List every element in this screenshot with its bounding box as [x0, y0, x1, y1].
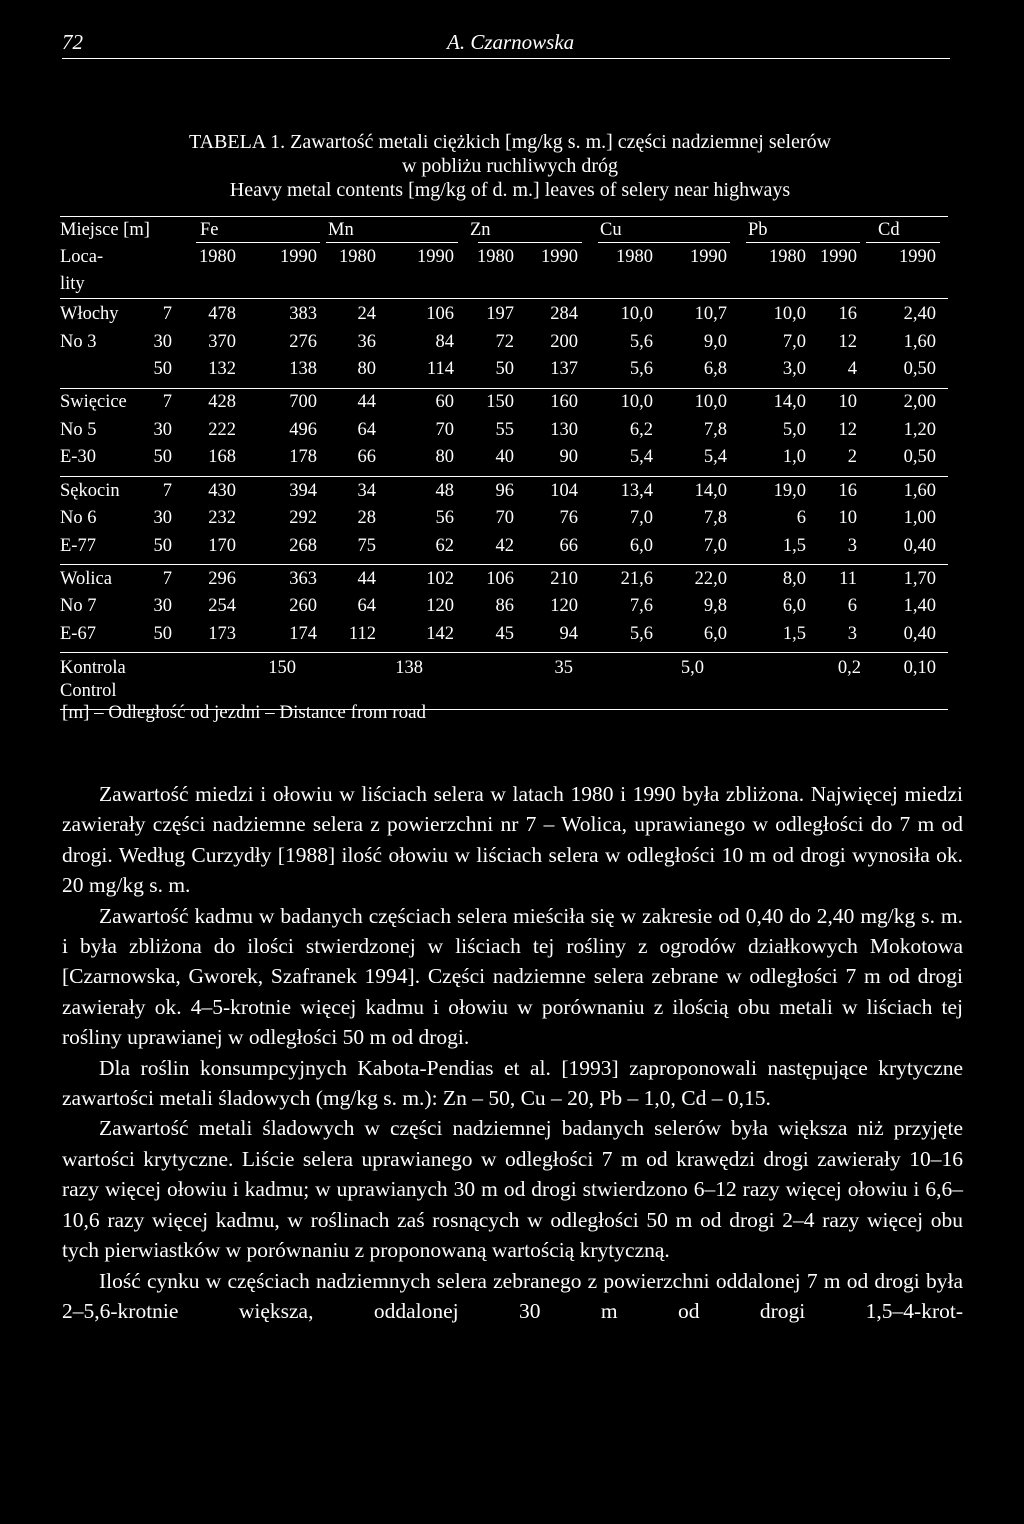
table-cell: 13,4	[620, 480, 653, 501]
table-cell: 2	[847, 447, 857, 468]
row-site: No 7	[60, 596, 97, 617]
table-cell: 28	[357, 508, 376, 529]
table-cell: 5,6	[629, 359, 653, 379]
header-metal: Mn	[328, 220, 354, 240]
table-cell: 268	[289, 535, 317, 556]
row-site: No 6	[60, 508, 97, 529]
table-cell: 232	[208, 508, 236, 529]
table-cell: 3,0	[782, 359, 806, 379]
row-distance: 7	[162, 568, 172, 589]
table-cell: 0,40	[903, 535, 936, 556]
table-cell: 7,8	[703, 508, 727, 529]
table-cell: 44	[357, 392, 376, 413]
table-cell: 428	[208, 392, 236, 413]
body-paragraph: Zawartość miedzi i ołowiu w liściach selera w latach 1980 i 1990 była zbliżona. Najwięcej miedzi zawierały części nadziemne selera z powierzchni nr 7 – Wolica, uprawianego w odległości do 7 m od drogi. Według Curzydły [1988] ilość ołowiu w liściach selera w odległości 10 m od drogi wynosiła ok. 20 mg/kg s. m.	[62, 782, 963, 898]
header-year: 1980	[769, 247, 806, 267]
table-cell: 130	[550, 419, 578, 440]
table-cell: 1,70	[903, 568, 936, 589]
table-cell: 496	[289, 419, 317, 440]
table-cell: 2,00	[903, 392, 936, 413]
table-cell: 0,50	[903, 359, 936, 379]
table-cell: 7,8	[703, 419, 727, 440]
control-cell: 5,0	[680, 658, 704, 679]
table-cell: 222	[208, 419, 236, 440]
table-cell: 66	[559, 535, 578, 556]
metal-underline	[598, 242, 730, 243]
row-distance: 30	[153, 331, 172, 352]
metal-underline	[326, 242, 458, 243]
table-cell: 120	[426, 596, 454, 617]
table-cell: 36	[357, 331, 376, 352]
table-cell: 112	[348, 623, 376, 644]
table-cell: 10,0	[773, 304, 806, 324]
row-distance: 50	[153, 447, 172, 468]
table-cell: 363	[289, 568, 317, 589]
table-cell: 4	[847, 359, 857, 379]
table-caption	[60, 130, 960, 202]
metal-underline	[478, 242, 582, 243]
table-cell: 40	[495, 447, 514, 468]
table-cell: 22,0	[694, 568, 727, 589]
table-cell: 62	[435, 535, 454, 556]
row-distance: 30	[153, 508, 172, 529]
page-number: 72	[62, 30, 83, 54]
row-site: Włochy	[60, 304, 119, 324]
table-cell: 80	[357, 359, 376, 379]
table-cell: 10	[838, 392, 857, 413]
control-cell: 35	[554, 658, 573, 679]
table-cell: 138	[289, 359, 317, 379]
table-top-rule	[60, 216, 948, 217]
control-label: Kontrola	[60, 658, 126, 679]
table-cell: 8,0	[782, 568, 806, 589]
table-cell: 383	[289, 304, 317, 324]
table-cell: 16	[838, 304, 857, 324]
header-rule	[60, 298, 948, 299]
row-site: Swięcice	[60, 392, 127, 413]
table-cell: 6,0	[629, 535, 653, 556]
row-distance: 50	[153, 359, 172, 379]
body-paragraph: Dla roślin konsumpcyjnych Kabota-Pendias et al. [1993] zaproponowali następujące krytyczne zawartości metali śladowych (mg/kg s. m.): Zn – 50, Cu – 20, Pb – 1,0, Cd – 0,15.	[62, 1055, 963, 1111]
table-cell: 72	[495, 331, 514, 352]
table-cell: 0,40	[903, 623, 936, 644]
table-cell: 24	[357, 304, 376, 324]
row-distance: 50	[153, 535, 172, 556]
table-cell: 137	[550, 359, 578, 379]
row-site: E-67	[60, 623, 96, 644]
metal-underline	[746, 242, 860, 243]
running-head: A. Czarnowska	[447, 30, 575, 54]
header-year: 1990	[417, 247, 454, 267]
table-footnote: [m] – Odległość od jezdni – Distance from road	[62, 702, 427, 723]
table-cell: 6	[796, 508, 806, 529]
header-year: 1980	[199, 247, 236, 267]
table-cell: 150	[486, 392, 514, 413]
table-cell: 5,4	[703, 447, 727, 468]
table-cell: 3	[847, 535, 857, 556]
table-cell: 1,40	[903, 596, 936, 617]
table-cell: 1,60	[903, 331, 936, 352]
caption-line-1: TABELA 1. Zawartość metali ciężkich [mg/kg s. m.] części nadziemnej selerów	[188, 131, 832, 153]
group-rule	[60, 388, 948, 389]
control-cell: 0,2	[837, 658, 861, 679]
body-paragraph: Zawartość kadmu w badanych częściach selera mieściła się w zakresie od 0,40 do 2,40 mg/kg s. m. i była zbliżona do ilości stwierdzonej w liściach tej rośliny z ogrodów działkowych Mokotowa [Czarnowska, Gworek, Szafranek 1994]. Części nadziemne selera zebrane w odległości 7 m od drogi zawierały ok. 4–5-krotnie więcej kadmu i ołowiu w porównaniu z ilością obu metali w liściach tej rośliny uprawianej w odległości 50 m od drogi.	[62, 903, 963, 1050]
table-cell: 200	[550, 331, 578, 352]
table-cell: 9,8	[703, 596, 727, 617]
caption-line-2: w pobliżu ruchliwych dróg	[401, 155, 619, 177]
table-cell: 21,6	[620, 568, 653, 589]
table-cell: 102	[426, 568, 454, 589]
table-cell: 394	[289, 480, 317, 501]
header-metal: Pb	[748, 220, 768, 240]
table-cell: 1,00	[903, 508, 936, 529]
table-cell: 260	[289, 596, 317, 617]
table-cell: 48	[435, 480, 454, 501]
table-cell: 5,0	[782, 419, 806, 440]
control-cell: 150	[268, 658, 296, 679]
table-cell: 0,50	[903, 447, 936, 468]
table-cell: 11	[839, 568, 857, 589]
row-site: E-30	[60, 447, 96, 468]
table-cell: 106	[426, 304, 454, 324]
table-cell: 1,5	[782, 623, 806, 644]
row-distance: 7	[162, 480, 172, 501]
header-lity: lity	[60, 274, 85, 294]
table-cell: 50	[495, 359, 514, 379]
table-cell: 10	[838, 508, 857, 529]
header-year: 1980	[616, 247, 653, 267]
table-cell: 44	[357, 568, 376, 589]
header-metal: Cu	[600, 220, 622, 240]
table-cell: 7,0	[703, 535, 727, 556]
table-cell: 197	[486, 304, 514, 324]
table-cell: 10,7	[694, 304, 727, 324]
header-metal: Fe	[200, 220, 219, 240]
table-cell: 132	[208, 359, 236, 379]
header-year: 1990	[541, 247, 578, 267]
table-cell: 12	[838, 419, 857, 440]
header-year: 1990	[820, 247, 857, 267]
header-metal: Zn	[470, 220, 491, 240]
table-cell: 284	[550, 304, 578, 324]
header-year: 1990	[690, 247, 727, 267]
body-paragraph: Ilość cynku w częściach nadziemnych selera zebranego z powierzchni oddalonej 7 m od drogi była 2–5,6-krotnie większa, oddalonej 30 m od drogi 1,5–4-krot-	[62, 1268, 963, 1323]
table-cell: 64	[357, 596, 376, 617]
table-cell: 9,0	[703, 331, 727, 352]
control-cell: 0,10	[903, 658, 936, 679]
table-cell: 45	[495, 623, 514, 644]
table-cell: 76	[559, 508, 578, 529]
table-cell: 104	[550, 480, 578, 501]
table-cell: 6,0	[703, 623, 727, 644]
table-cell: 64	[357, 419, 376, 440]
table-cell: 6,2	[629, 419, 653, 440]
header-metal: Cd	[878, 220, 900, 240]
table-cell: 1,20	[903, 419, 936, 440]
header-year: 1980	[339, 247, 376, 267]
table-cell: 84	[435, 331, 454, 352]
table-cell: 3	[847, 623, 857, 644]
table-cell: 370	[208, 331, 236, 352]
header-year: 1980	[477, 247, 514, 267]
table-cell: 120	[550, 596, 578, 617]
table-cell: 55	[495, 419, 514, 440]
table-cell: 14,0	[694, 480, 727, 501]
table-cell: 2,40	[903, 304, 936, 324]
table-cell: 19,0	[773, 480, 806, 501]
table-cell: 5,6	[629, 331, 653, 352]
table-cell: 5,4	[629, 447, 653, 468]
metal-underline	[196, 242, 320, 243]
table-cell: 75	[357, 535, 376, 556]
table-cell: 168	[208, 447, 236, 468]
table-cell: 276	[289, 331, 317, 352]
table-cell: 142	[426, 623, 454, 644]
row-distance: 30	[153, 419, 172, 440]
page-header	[62, 30, 950, 59]
table-cell: 70	[495, 508, 514, 529]
table-cell: 210	[550, 568, 578, 589]
table-cell: 296	[208, 568, 236, 589]
table-cell: 430	[208, 480, 236, 501]
table-cell: 14,0	[773, 392, 806, 413]
table-cell: 170	[208, 535, 236, 556]
body-paragraph: Zawartość metali śladowych w części nadziemnej badanych selerów była większa niż przyjęte wartości krytyczne. Liście selera uprawianego w odległości 7 m od krawędzi drogi zawierały 10–16 razy więcej ołowiu i kadmu; w uprawianych 30 m od drogi stwierdzono 6–12 razy więcej ołowiu i 6,6–10,6 razy więcej kadmu, w roślinach zaś rosnących w odległości 50 m od drogi 2–4 razy więcej obu tych pierwiastków w porównaniu z proponowaną wartością krytyczną.	[62, 1116, 963, 1263]
table-cell: 6,8	[703, 359, 727, 379]
table-cell: 80	[435, 447, 454, 468]
header-loca: Loca-	[60, 247, 104, 267]
table-cell: 6,0	[782, 596, 806, 617]
table-cell: 292	[289, 508, 317, 529]
table-cell: 173	[208, 623, 236, 644]
row-distance: 7	[162, 392, 172, 413]
table-cell: 7,6	[629, 596, 653, 617]
table-cell: 70	[435, 419, 454, 440]
row-site: No 3	[60, 331, 97, 352]
table-cell: 60	[435, 392, 454, 413]
group-rule	[60, 652, 948, 653]
group-rule	[60, 564, 948, 565]
table-cell: 6	[847, 596, 857, 617]
table-cell: 1,60	[903, 480, 936, 501]
header-year: 1990	[899, 247, 936, 267]
row-distance: 30	[153, 596, 172, 617]
table-cell: 94	[559, 623, 578, 644]
header-miejsce: Miejsce [m]	[60, 220, 150, 240]
metal-underline	[866, 242, 940, 243]
table-cell: 478	[208, 304, 236, 324]
table-cell: 10,0	[620, 392, 653, 413]
table-cell: 5,6	[629, 623, 653, 644]
control-cell: 138	[395, 658, 423, 679]
table-cell: 34	[357, 480, 376, 501]
table-cell: 254	[208, 596, 236, 617]
row-site: Wolica	[60, 568, 112, 589]
table-cell: 16	[838, 480, 857, 501]
table-cell: 174	[289, 623, 317, 644]
table-cell: 96	[495, 480, 514, 501]
body-text	[62, 779, 963, 1326]
row-distance: 50	[153, 623, 172, 644]
table-cell: 7,0	[629, 508, 653, 529]
group-rule	[60, 476, 948, 477]
row-site: No 5	[60, 419, 97, 440]
row-site: E-77	[60, 535, 96, 556]
row-distance: 7	[162, 304, 172, 324]
table-cell: 7,0	[782, 331, 806, 352]
table-cell: 56	[435, 508, 454, 529]
table-cell: 42	[495, 535, 514, 556]
table-cell: 90	[559, 447, 578, 468]
caption-line-3: Heavy metal contents [mg/kg of d. m.] leaves of selery near highways	[229, 179, 791, 201]
table-cell: 106	[486, 568, 514, 589]
row-site: Sękocin	[60, 480, 120, 501]
header-year: 1990	[280, 247, 317, 267]
table-cell: 114	[426, 359, 454, 379]
table-cell: 1,0	[782, 447, 806, 468]
table-cell: 1,5	[782, 535, 806, 556]
table-cell: 10,0	[620, 304, 653, 324]
table-cell: 66	[357, 447, 376, 468]
table-cell: 10,0	[694, 392, 727, 413]
table-cell: 160	[550, 392, 578, 413]
table-cell: 178	[289, 447, 317, 468]
control-label-en: Control	[60, 681, 117, 702]
table-cell: 12	[838, 331, 857, 352]
table-cell: 700	[289, 392, 317, 413]
table-cell: 86	[495, 596, 514, 617]
